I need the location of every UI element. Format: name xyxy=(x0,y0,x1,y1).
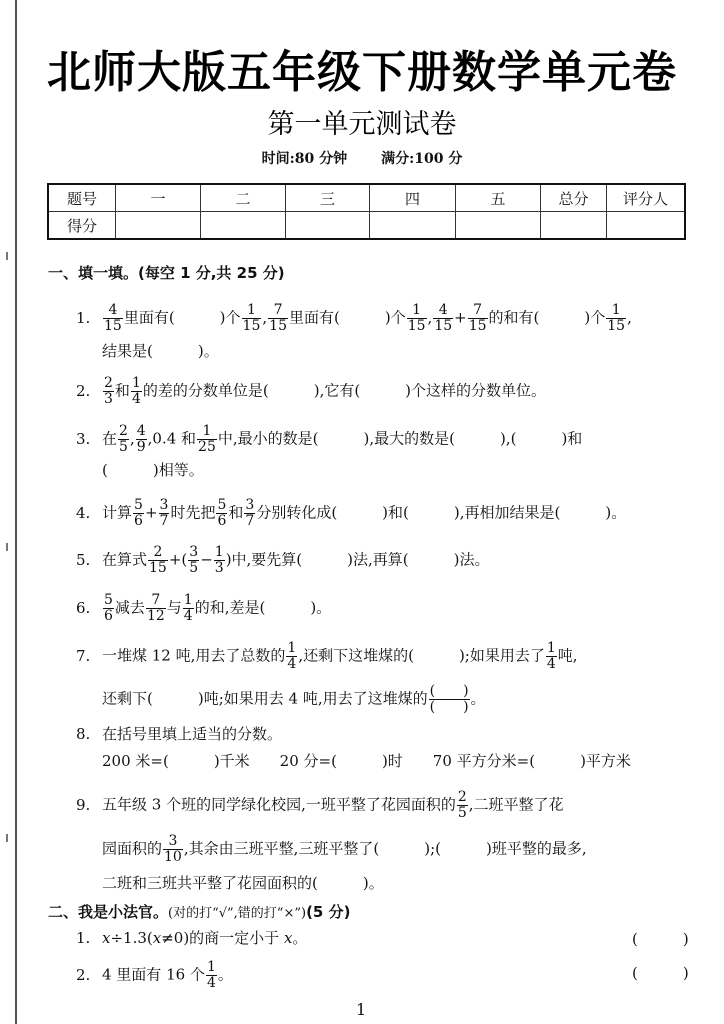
question-text: +( xyxy=(168,550,188,569)
question-text: 在算式 xyxy=(102,550,148,569)
fraction: $\frac{3}{7}$ xyxy=(159,497,169,529)
section-title: 二、我是小法官。 xyxy=(48,903,169,921)
score-cell[interactable] xyxy=(456,212,541,240)
question-text: 中,最小的数是( ),最大的数是( ),( )和 xyxy=(217,429,583,448)
question-text: ÷1.3( xyxy=(110,929,153,947)
question-3 xyxy=(76,424,582,455)
score-header-cell: 题号 xyxy=(48,184,116,212)
fraction: $\frac{4}{15}$ xyxy=(434,302,453,334)
fraction: $\frac{5}{6}$ xyxy=(134,497,143,529)
question-number: 8. xyxy=(76,725,91,743)
section-points: (5 分) xyxy=(306,903,351,921)
question-text: 和 xyxy=(114,381,130,400)
score-table-header-row xyxy=(48,184,685,212)
question-number: 9. xyxy=(76,795,91,814)
question-text: 一堆煤 12 吨,用去了总数的 xyxy=(102,646,286,665)
fraction: $\frac{2}{3}$ xyxy=(104,375,113,407)
fraction: $\frac{1}{15}$ xyxy=(607,302,626,334)
question-7 xyxy=(76,641,578,672)
full-score-label: 满分:100 分 xyxy=(381,151,463,167)
question-text: 分别转化成( )和( ),再相加结果是( )。 xyxy=(256,503,627,522)
section-1-heading: 一、填一填。(每空 1 分,共 25 分) xyxy=(48,264,285,282)
fraction: $\frac{1}{4}$ xyxy=(131,375,141,407)
question-number: 3. xyxy=(76,429,91,448)
fraction: $\frac{1}{4}$ xyxy=(287,640,297,672)
answer-blank[interactable]: ( ) xyxy=(632,930,689,948)
question-text: 时先把 xyxy=(170,503,216,522)
question-text: − xyxy=(200,550,213,569)
score-row-label: 得分 xyxy=(48,212,116,240)
question-text: 里面有( )个 xyxy=(123,308,241,327)
question-text: ,0.4 和 xyxy=(147,429,197,448)
question-9 xyxy=(76,790,564,821)
fraction: $\frac{3}{10}$ xyxy=(164,833,182,865)
fraction: $\frac{5}{6}$ xyxy=(104,592,113,624)
fraction: $\frac{1}{3}$ xyxy=(214,544,224,576)
fraction: $\frac{7}{15}$ xyxy=(269,302,287,334)
fraction: $\frac{1}{15}$ xyxy=(242,302,261,334)
fraction: $\frac{4}{9}$ xyxy=(136,423,146,455)
variable: x xyxy=(152,929,162,947)
fraction: $\frac{2}{5}$ xyxy=(457,789,467,821)
question-text: ,其余由三班平整,三班平整了( );( )班平整的最多, xyxy=(183,839,587,858)
page-number: 1 xyxy=(356,1000,367,1019)
question-text: + xyxy=(144,503,158,522)
variable: x xyxy=(283,929,293,947)
fraction: $\frac{1}{4}$ xyxy=(546,640,556,672)
question-text: , xyxy=(129,429,135,448)
exam-meta xyxy=(0,148,724,168)
question-text: 减去 xyxy=(114,598,145,617)
question-text: 的和,差是( )。 xyxy=(194,598,332,617)
score-header-cell: 二 xyxy=(201,184,286,212)
fraction: $\frac{3}{7}$ xyxy=(245,497,255,529)
fraction: $\frac{1}{4}$ xyxy=(206,959,216,991)
score-header-cell: 一 xyxy=(116,184,201,212)
question-text: ,还剩下这堆煤的( );如果用去了 xyxy=(298,646,545,665)
score-table-score-row xyxy=(48,212,685,240)
question-text: 。 xyxy=(292,929,308,947)
fraction: $\frac{2}{5}$ xyxy=(119,423,128,455)
question-text: 吨, xyxy=(557,646,578,665)
question-number: 1. xyxy=(76,308,91,327)
question-number: 4. xyxy=(76,503,91,522)
score-header-cell: 评分人 xyxy=(607,184,686,212)
question-text: , xyxy=(262,308,268,327)
question-1 xyxy=(76,303,632,334)
fraction: $\frac{2}{15}$ xyxy=(149,544,167,576)
margin-mark xyxy=(6,252,8,260)
question-8 xyxy=(76,724,282,744)
question-text: 的和有( )个 xyxy=(488,308,606,327)
document-subtitle: 第一单元测试卷 xyxy=(267,109,457,140)
question-text: ≠0)的商一定小于 xyxy=(161,929,284,947)
question-text: 。 xyxy=(217,965,233,984)
question-9-continued-2: 二班和三班共平整了花园面积的( )。 xyxy=(102,874,384,892)
section-2-heading xyxy=(48,901,350,922)
question-text: )中,要先算( )法,再算( )法。 xyxy=(225,550,490,569)
fraction: $\frac{3}{5}$ xyxy=(189,544,199,576)
score-header-cell: 总分 xyxy=(541,184,607,212)
margin-mark xyxy=(6,543,8,551)
judge-question-2 xyxy=(76,960,233,991)
fraction: $\frac{4}{15}$ xyxy=(104,302,122,334)
variable: x xyxy=(102,929,111,947)
fraction: $\frac{7}{12}$ xyxy=(146,592,165,624)
question-number: 5. xyxy=(76,550,91,569)
question-text: 。 xyxy=(470,689,486,708)
question-text: 里面有( )个 xyxy=(288,308,406,327)
question-8-continued: 200 米=( )千米 20 分=( )时 70 平方分米=( )平方米 xyxy=(102,752,631,770)
score-cell[interactable] xyxy=(541,212,607,240)
question-number: 2. xyxy=(76,965,91,984)
blank-fraction[interactable]: $\frac{( )}{( )}$ xyxy=(429,683,469,715)
score-header-cell: 五 xyxy=(456,184,541,212)
score-cell[interactable] xyxy=(370,212,456,240)
question-text: , xyxy=(427,308,433,327)
question-7-continued xyxy=(102,684,486,715)
time-label: 时间:80 分钟 xyxy=(261,151,348,167)
question-5 xyxy=(76,545,490,576)
question-number: 1. xyxy=(76,929,91,947)
question-text: 园面积的 xyxy=(102,839,163,858)
question-text: 五年级 3 个班的同学绿化校园,一班平整了花园面积的 xyxy=(102,795,456,814)
question-text: + xyxy=(454,308,467,327)
margin-mark xyxy=(6,834,8,842)
fraction: $\frac{1}{4}$ xyxy=(183,592,193,624)
question-2 xyxy=(76,376,546,407)
score-cell[interactable] xyxy=(201,212,286,240)
score-header-cell: 四 xyxy=(370,184,456,212)
question-4 xyxy=(76,498,626,529)
question-text: 还剩下( )吨;如果用去 4 吨,用去了这堆煤的 xyxy=(102,689,428,708)
question-text: 计算 xyxy=(102,503,133,522)
question-text: 4 里面有 16 个 xyxy=(102,965,205,984)
score-table xyxy=(47,183,686,240)
score-cell[interactable] xyxy=(286,212,370,240)
question-text: 在括号里填上适当的分数。 xyxy=(102,725,283,743)
score-cell[interactable] xyxy=(607,212,686,240)
judge-question-1 xyxy=(76,928,307,948)
question-text: ,二班平整了花 xyxy=(468,795,564,814)
question-text: 在 xyxy=(102,429,118,448)
fraction: $\frac{7}{15}$ xyxy=(468,302,487,334)
question-text: , xyxy=(627,308,632,327)
score-cell[interactable] xyxy=(116,212,201,240)
question-number: 2. xyxy=(76,381,91,400)
question-text: 的差的分数单位是( ),它有( )个这样的分数单位。 xyxy=(142,381,547,400)
document-title: 北师大版五年级下册数学单元卷 xyxy=(47,47,677,98)
question-9-continued xyxy=(102,834,587,865)
score-header-cell: 三 xyxy=(286,184,370,212)
question-1-continued: 结果是( )。 xyxy=(102,342,219,360)
question-6 xyxy=(76,593,331,624)
fraction: $\frac{1}{25}$ xyxy=(198,423,216,455)
section-note: (对的打“√”,错的打“×”) xyxy=(168,906,307,921)
question-3-continued: ( )相等。 xyxy=(102,461,204,479)
answer-blank[interactable]: ( ) xyxy=(632,964,689,982)
fraction: $\frac{1}{15}$ xyxy=(407,302,426,334)
question-number: 6. xyxy=(76,598,91,617)
fraction: $\frac{5}{6}$ xyxy=(217,497,227,529)
question-text: 与 xyxy=(166,598,182,617)
question-text: 和 xyxy=(228,503,244,522)
question-number: 7. xyxy=(76,646,91,665)
